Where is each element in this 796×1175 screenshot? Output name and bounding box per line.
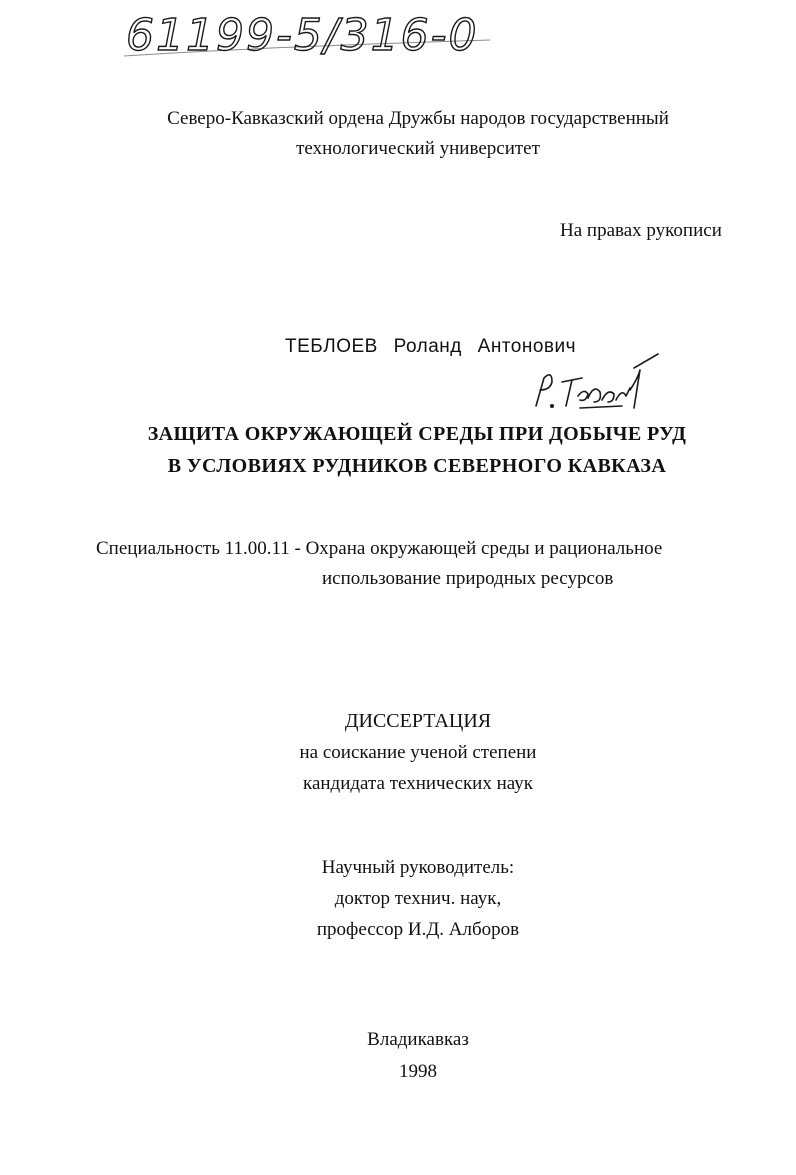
specialty [96,534,796,594]
dissertation-title [0,418,796,482]
manuscript-rights-note: На правах рукописи [560,220,722,241]
handwritten-archive-number-text: 61199-5/316-0 [126,10,479,61]
supervisor-name: профессор И.Д. Алборов [316,919,520,940]
supervisor-block [0,852,796,945]
specialty-line-1: Специальность 11.00.11 - Охрана окружающей среды и рациональное [96,538,663,559]
dissertation-type [0,706,796,799]
author-signature [522,348,662,420]
title-line-1: ЗАЩИТА ОКРУЖАЮЩЕЙ СРЕДЫ ПРИ ДОБЫЧЕ РУД [147,423,687,445]
city: Владикавказ [367,1029,469,1050]
author-surname: ТЕБЛОЕВ [285,336,378,357]
institution-line-2: технологический университет [296,138,540,159]
author-patronymic: Антонович [477,336,577,357]
institution-name [0,104,796,164]
supervisor-label: Научный руководитель: [321,857,515,878]
author-first-name: Роланд [393,336,462,357]
year: 1998 [399,1061,437,1082]
specialty-line-2: использование природных ресурсов [322,568,614,589]
degree-line-1: на соискание ученой степени [299,742,537,763]
dissertation-heading: ДИССЕРТАЦИЯ [344,710,492,732]
institution-line-1: Северо-Кавказский ордена Дружбы народов государственный [167,108,669,129]
handwritten-archive-number [120,0,500,70]
place-and-year [0,1024,796,1088]
title-line-2: В УСЛОВИЯХ РУДНИКОВ СЕВЕРНОГО КАВКАЗА [167,455,667,477]
supervisor-degree: доктор технич. наук, [334,888,502,909]
degree-line-2: кандидата технических наук [303,773,533,794]
